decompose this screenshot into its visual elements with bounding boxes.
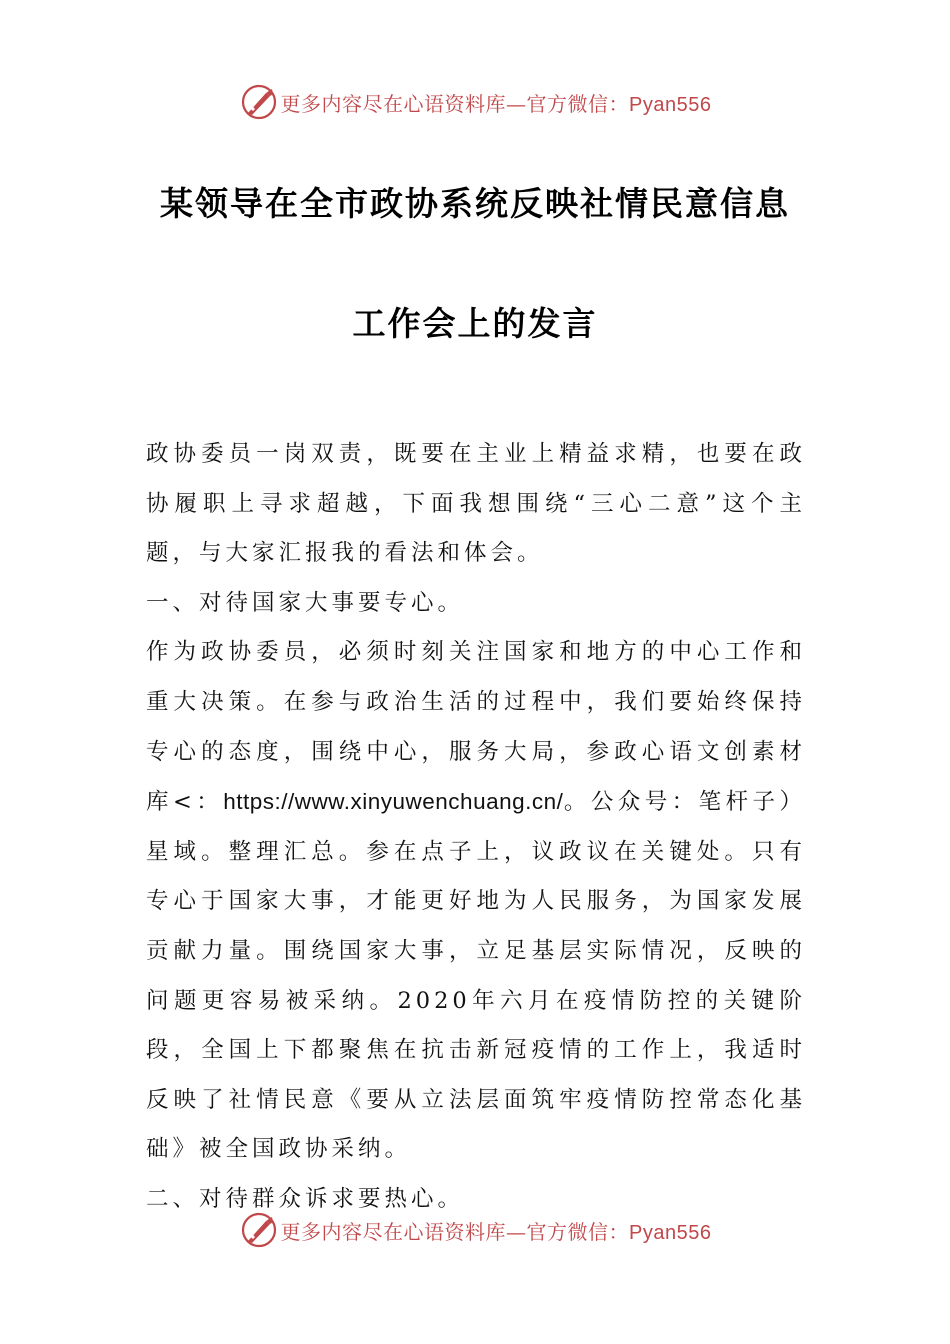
wechat-id: Pyan556 <box>629 93 712 116</box>
watermark-text: 更多内容尽在心语资料库—官方微信：Pyan556 <box>280 1219 712 1244</box>
section-heading-2: 二、对待群众诉求要热心。 <box>146 1185 465 1212</box>
document-body <box>146 430 806 1225</box>
paragraph-section-1-part-a: 作为政协委员，必须时刻关注国家和地方的中心工作和重大决策。在参与政治生活的过程中，我们要始终保持专心的态度，围绕中心，服务大局，参政心语文创素材库<： <box>146 639 806 816</box>
wechat-id: Pyan556 <box>629 1221 712 1244</box>
pen-nib-logo-icon <box>239 1210 279 1250</box>
paragraph-section-1-part-b: 。公众号：笔杆子）星域。整理汇总。参在点子上，议政议在关键处。只有专心于国家大事，才能更好地为人民服务，为国家发展贡献力量。围绕国家大事，立足基层实际情况，反映的问题更容易被采纳。2020年六月在疫情防控的关键阶段，全国上下都聚焦在抗击新冠疫情的工作上，我适时反映了社情民意《要从立法层面筑牢疫情防控常态化基础》被全国政协采纳。 <box>146 789 806 1163</box>
watermark-text: 更多内容尽在心语资料库—官方微信：Pyan556 <box>280 91 712 116</box>
section-heading-1: 一、对待国家大事要专心。 <box>146 589 465 616</box>
watermark-banner-bottom <box>0 1210 950 1250</box>
document-title-line-2: 工作会上的发言 <box>352 304 598 343</box>
paragraph-section-1 <box>146 628 806 1175</box>
paragraph-intro: 政协委员一岗双责，既要在主业上精益求精，也要在政协履职上寻求超越，下面我想围绕“三心二意”这个主题，与大家汇报我的看法和体会。 <box>146 441 806 567</box>
watermark-banner-top <box>0 82 950 122</box>
pen-nib-logo-icon <box>239 82 279 122</box>
document-title-line-1: 某领导在全市政协系统反映社情民意信息 <box>160 184 790 223</box>
website-url: https://www.xinyuwenchuang.cn/ <box>223 789 564 815</box>
